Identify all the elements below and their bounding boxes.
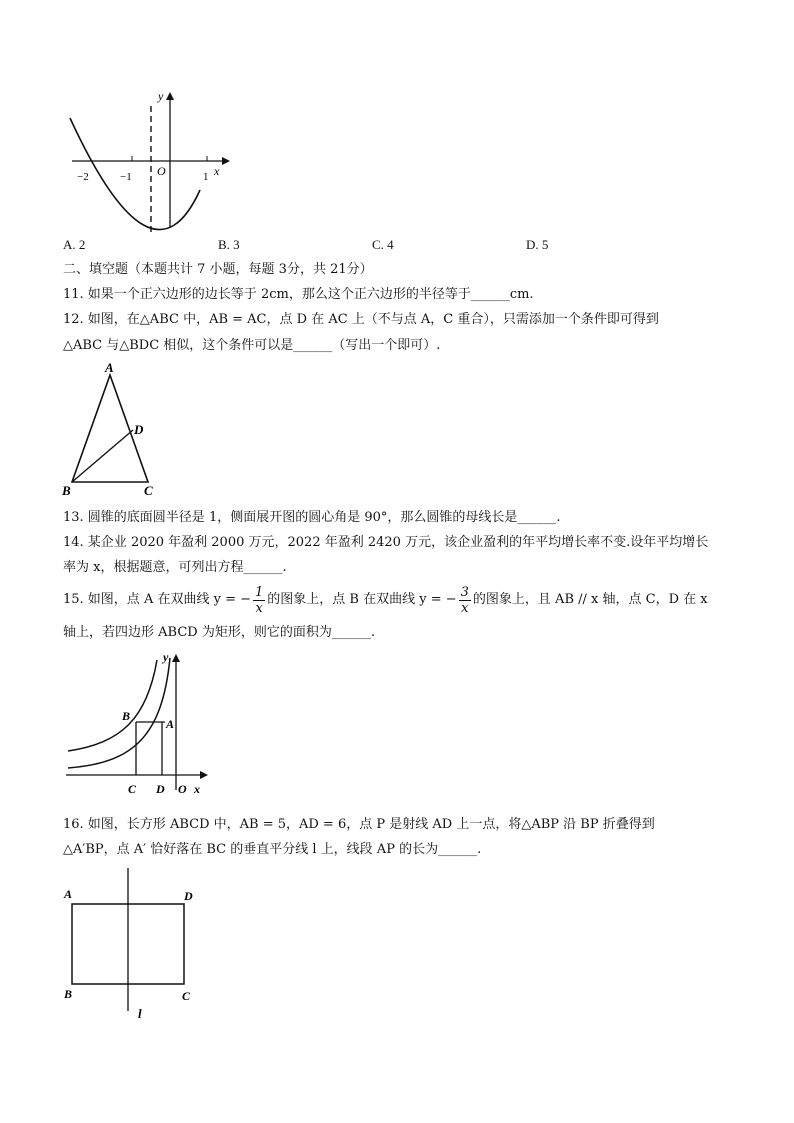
tick-label-m1: −1	[120, 171, 132, 183]
fraction-3-numerator: 3	[460, 584, 469, 600]
x-axis-arrow	[222, 157, 230, 165]
question-15-part-2: 的图象上，点 B 在双曲线 y = −	[267, 592, 457, 607]
question-12-line-1: 12. 如图，在△ABC 中，AB = AC，点 D 在 AC 上（不与点 A，C 重合），只需添加一个条件即可得到	[63, 312, 659, 327]
fraction-1-numerator: 1	[255, 584, 264, 600]
question-11: 11. 如果一个正六边形的边长等于 2cm，那么这个正六边形的半径等于______cm.	[63, 287, 534, 302]
y-label: y	[163, 650, 169, 664]
hyperbola-figure	[62, 648, 212, 798]
option-d: D. 5	[526, 237, 549, 252]
option-c: C. 4	[372, 237, 394, 252]
y-axis-arrow	[172, 654, 180, 662]
vertex-b: B	[64, 987, 73, 1001]
origin-label: O	[178, 782, 187, 796]
tick-label-m2: −2	[77, 171, 89, 183]
question-15-line-1	[63, 582, 708, 618]
y-label: y	[158, 89, 164, 103]
rectangle-figure	[60, 866, 210, 1026]
tick-label-1: 1	[203, 171, 209, 183]
question-15-part-3: 的图象上，且 AB // x 轴，点 C，D 在 x	[472, 592, 708, 607]
parabola-curve	[70, 118, 200, 230]
x-label: x	[194, 782, 200, 796]
option-a: A. 2	[63, 237, 86, 252]
option-b: B. 3	[218, 237, 240, 252]
x-label: x	[214, 164, 220, 178]
vertex-b: B	[62, 483, 71, 498]
line-label-l: l	[138, 1006, 142, 1021]
point-c: C	[128, 782, 137, 796]
triangle-figure	[60, 360, 170, 500]
question-16-line-1: 16. 如图，长方形 ABCD 中，AB = 5，AD = 6，点 P 是射线 AD 上一点，将△ABP 沿 BP 折叠得到	[63, 817, 655, 832]
parabola-graph	[60, 88, 230, 238]
question-13: 13. 圆锥的底面圆半径是 1，侧面展开图的圆心角是 90°，那么圆锥的母线长是______.	[63, 510, 561, 525]
question-12-line-2: △ABC 与△BDC 相似，这个条件可以是______（写出一个即可）.	[63, 338, 441, 353]
vertex-d: D	[184, 889, 193, 903]
vertex-a: A	[64, 887, 73, 901]
y-axis-arrow	[166, 92, 174, 100]
point-b: B	[122, 709, 131, 723]
section-heading: 二、填空题（本题共计 7 小题，每题 3分，共 21分）	[63, 262, 373, 277]
vertex-c: C	[144, 483, 153, 498]
vertex-a: A	[105, 360, 114, 375]
vertex-d: D	[134, 422, 144, 437]
question-14-line-2: 率为 x，根据题意，可列出方程______.	[63, 560, 287, 575]
question-15-part-1: 15. 如图，点 A 在双曲线 y = −	[63, 592, 251, 607]
question-14-line-1: 14. 某企业 2020 年盈利 2000 万元，2022 年盈利 2420 万元，该企业盈利的年平均增长率不变.设年平均增长	[63, 535, 709, 550]
question-15-line-2: 轴上，若四边形 ABCD 为矩形，则它的面积为______.	[63, 625, 375, 640]
fraction-1-over-x	[253, 585, 265, 616]
point-d: D	[156, 782, 165, 796]
fraction-1-denominator: x	[255, 600, 263, 616]
x-axis-arrow	[200, 771, 208, 779]
fraction-3-over-x	[459, 585, 471, 616]
point-a: A	[166, 717, 175, 731]
fraction-3-denominator: x	[461, 600, 469, 616]
question-16-line-2: △A′BP，点 A′ 恰好落在 BC 的垂直平分线 l 上，线段 AP 的长为______.	[63, 842, 482, 857]
vertex-c: C	[182, 989, 191, 1003]
origin-label: O	[157, 164, 166, 178]
